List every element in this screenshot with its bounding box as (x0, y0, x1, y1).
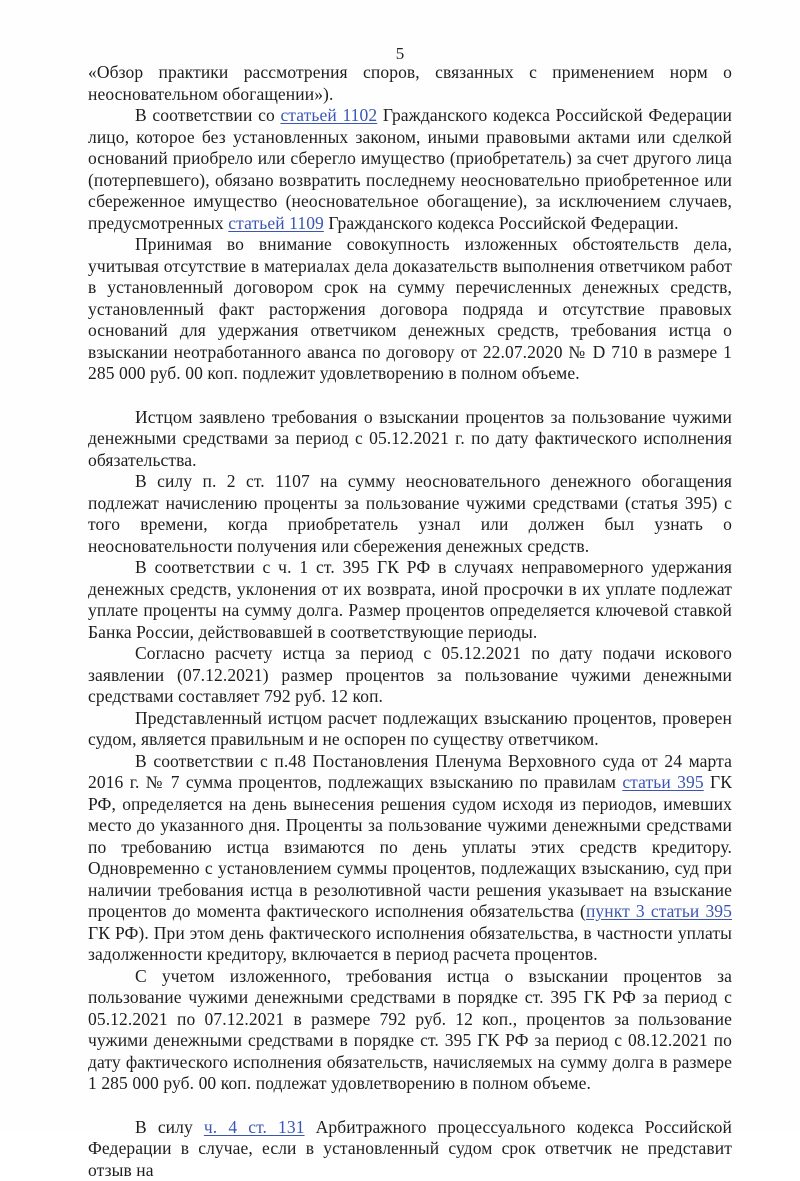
page-number: 5 (0, 44, 800, 64)
paragraph (88, 751, 732, 966)
text-run: Гражданского кодекса Российской Федерации лицо, которое без установленных законом, иными правовыми актами или сделкой оснований приобрело или сберегло имущество (приобретатель) за счет другого лица (потерпевшего), обязано возвратить последнему неосновательно приобретенное или сбереженное имущество (неосновательное обогащение), за исключением случаев, предусмотренных (88, 105, 732, 233)
statute-link[interactable]: ч. 4 ст. 131 (204, 1117, 305, 1137)
paragraph (88, 407, 732, 472)
text-run: Арбитражного процессуального кодекса Российской Федерации в случае, если в установленный судом срок ответчик не представит отзыв на (88, 1117, 732, 1180)
text-run: С учетом изложенного, требования истца о взыскании процентов за пользование чужими денежными средствами в порядке ст. 395 ГК РФ за период с 05.12.2021 по 07.12.2021 в размере 792 руб. 12 коп., процентов за пользование чужими денежными средствами в порядке ст. 395 ГК РФ за период с 08.12.2021 по дату фактического исполнения обязательств, начисляемых на сумму долга в размере 1 285 000 руб. 00 коп. подлежат удовлетворению в полном объеме. (88, 966, 732, 1094)
text-run: В силу (135, 1117, 204, 1137)
text-run: «Обзор практики рассмотрения споров, связанных с применением норм о неосновательном обогащении»). (88, 62, 732, 104)
text-run: В соответствии с п.48 Постановления Пленума Верховного суда от 24 марта 2016 г. № 7 сумма процентов, подлежащих взысканию по правилам (88, 751, 732, 793)
text-run: В соответствии со (135, 105, 280, 125)
document-body (88, 62, 732, 1181)
paragraph (88, 62, 732, 105)
text-run: Согласно расчету истца за период с 05.12.2021 по дату подачи искового заявлении (07.12.2021) размер процентов за пользование чужими денежными средствами составляет 792 руб. 12 коп. (88, 643, 732, 706)
paragraph (88, 105, 732, 234)
paragraph (88, 557, 732, 643)
text-run: В соответствии с ч. 1 ст. 395 ГК РФ в случаях неправомерного удержания денежных средств, уклонения от их возврата, иной просрочки в их уплате подлежат уплате проценты на сумму долга. Размер процентов определяется ключевой ставкой Банка России, действовавшей в соответствующие периоды. (88, 557, 732, 642)
text-run: Истцом заявлено требования о взыскании процентов за пользование чужими денежными средствами за период с 05.12.2021 г. по дату фактического исполнения обязательства. (88, 407, 732, 470)
statute-link[interactable]: статьей 1102 (280, 105, 377, 125)
text-run: В силу п. 2 ст. 1107 на сумму неосновательного денежного обогащения подлежат начислению проценты за пользование чужими средствами (статья 395) с того времени, когда приобретатель узнал или должен был узнать о неосновательности получения или сбережения денежных средств. (88, 471, 732, 556)
text-run: Гражданского кодекса Российской Федерации. (324, 213, 679, 233)
text-run: ГК РФ, определяется на день вынесения решения судом исходя из периодов, имевших место до указанного дня. Проценты за пользование чужими денежными средствами по требованию истца взимаются по день уплаты этих средств кредитору. Одновременно с установлением суммы процентов, подлежащих взысканию, суд при наличии требования истца в резолютивной части решения указывает на взыскание процентов до момента фактического исполнения обязательства ( (88, 772, 732, 921)
paragraph (88, 708, 732, 751)
statute-link[interactable]: пункт 3 статьи 395 (586, 901, 732, 921)
paragraph (88, 471, 732, 557)
paragraph (88, 966, 732, 1095)
paragraph (88, 1117, 732, 1181)
paragraph (88, 234, 732, 385)
text-run: Принимая во внимание совокупность изложенных обстоятельств дела, учитывая отсутствие в материалах дела доказательств выполнения ответчиком работ в установленный договором срок на сумму перечисленных денежных средств, установленный факт расторжения договора подряда и отсутствие правовых оснований для удержания ответчиком денежных средств, требования истца о взыскании неотработанного аванса по договору от 22.07.2020 № D 710 в размере 1 285 000 руб. 00 коп. подлежит удовлетворению в полном объеме. (88, 234, 732, 383)
statute-link[interactable]: статьи 395 (622, 772, 703, 792)
text-run: ГК РФ). При этом день фактического исполнения обязательства, в частности уплаты задолженности кредитору, включается в период расчета процентов. (88, 923, 732, 965)
statute-link[interactable]: статьей 1109 (228, 213, 324, 233)
paragraph (88, 643, 732, 708)
text-run: Представленный истцом расчет подлежащих взысканию процентов, проверен судом, является правильным и не оспорен по существу ответчиком. (88, 708, 732, 750)
